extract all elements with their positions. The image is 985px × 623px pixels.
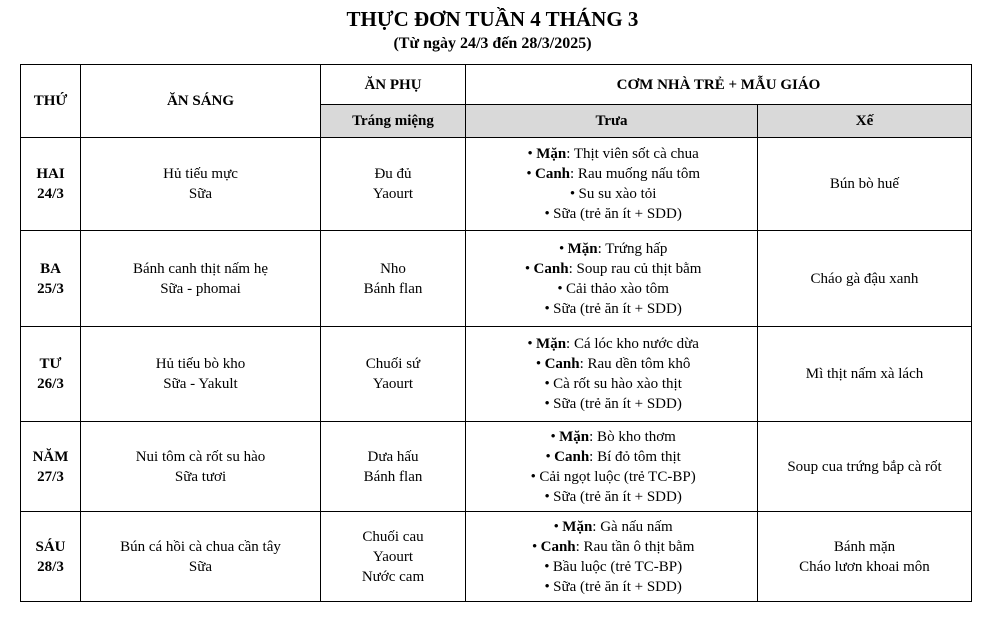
lunch-text: Bầu luộc (trẻ TC-BP) (552, 558, 683, 575)
lunch-text: : Soup rau củ thịt bằm (568, 260, 702, 277)
lunch-text: Sữa (trẻ ăn ít + SDD) (553, 488, 682, 505)
dessert-item: Đu đủ (374, 166, 412, 182)
day-cell (21, 327, 81, 422)
bullet-icon: • (545, 448, 551, 465)
day-name: BA (40, 260, 61, 277)
breakfast-item: Nui tôm cà rốt su hào (135, 448, 266, 465)
bullet-icon: • (569, 186, 576, 202)
dessert-item: Nước cam (361, 568, 425, 585)
dessert-cell (321, 231, 466, 327)
dessert-cell (321, 512, 466, 602)
day-name: TƯ (39, 356, 62, 372)
table-row (21, 138, 972, 231)
day-name: NĂM (32, 448, 69, 465)
header-dessert: Tráng miệng (321, 105, 466, 138)
afternoon-item: Bánh mặn (833, 538, 896, 555)
day-date: 28/3 (37, 558, 64, 575)
lunch-text: : Rau muống nấu tôm (570, 166, 701, 182)
afternoon-item: Cháo lươn khoai môn (799, 558, 930, 575)
dessert-item: Bánh flan (363, 468, 423, 485)
lunch-item (466, 557, 757, 577)
day-date: 24/3 (37, 186, 64, 202)
bullet-icon: • (530, 468, 536, 485)
lunch-label: Canh (533, 260, 569, 277)
breakfast-item: Sữa (188, 186, 213, 202)
bullet-icon: • (544, 300, 550, 317)
afternoon-item: Soup cua trứng bắp cà rốt (787, 458, 942, 475)
lunch-item (466, 279, 757, 299)
dessert-item: Chuối cau (362, 528, 424, 545)
lunch-text: : Trứng hấp (597, 240, 668, 257)
lunch-cell (466, 138, 758, 231)
breakfast-item: Bún cá hồi cà chua cần tây (120, 538, 281, 555)
lunch-text: : Bò kho thơm (589, 428, 676, 445)
lunch-item (466, 144, 757, 164)
menu-date-range: (Từ ngày 24/3 đến 28/3/2025) (393, 35, 592, 52)
bullet-icon: • (526, 166, 532, 182)
bullet-icon: • (550, 428, 556, 445)
day-name: SÁU (35, 538, 66, 555)
bullet-icon: • (553, 518, 559, 535)
lunch-cell (466, 231, 758, 327)
lunch-item (466, 184, 757, 204)
lunch-item (466, 517, 757, 537)
day-date: 27/3 (37, 468, 64, 485)
header-afternoon: Xế (758, 105, 972, 138)
bullet-icon: • (544, 578, 550, 595)
header-breakfast: ĂN SÁNG (81, 65, 321, 138)
table-row (21, 231, 972, 327)
lunch-cell (466, 327, 758, 422)
day-date: 25/3 (37, 280, 64, 297)
lunch-item (466, 537, 757, 557)
menu-title: THỰC ĐƠN TUẦN 4 THÁNG 3 (346, 7, 639, 31)
afternoon-cell (758, 327, 972, 422)
lunch-label: Mặn (536, 146, 567, 162)
dessert-item: Bánh flan (363, 280, 423, 297)
bullet-icon: • (558, 240, 565, 257)
afternoon-item: Bún bò huế (829, 176, 900, 192)
lunch-item (466, 487, 757, 507)
lunch-label: Mặn (536, 336, 567, 352)
header-lunch: Trưa (466, 105, 758, 138)
lunch-item (466, 299, 757, 319)
lunch-text: Cải ngọt luộc (trẻ TC-BP) (539, 468, 696, 485)
lunch-item (466, 354, 757, 374)
lunch-text: : Rau tần ô thịt bằm (575, 538, 695, 555)
lunch-label: Canh (544, 356, 580, 372)
day-date: 26/3 (37, 376, 64, 392)
dessert-cell (321, 422, 466, 512)
bullet-icon: • (535, 356, 542, 372)
breakfast-item: Sữa tươi (174, 468, 227, 485)
bullet-icon: • (527, 146, 533, 162)
afternoon-cell (758, 231, 972, 327)
breakfast-cell (81, 231, 321, 327)
bullet-icon: • (544, 376, 550, 392)
bullet-icon: • (527, 336, 533, 352)
lunch-item (466, 239, 757, 259)
lunch-item (466, 334, 757, 354)
dessert-item: Chuối sứ (365, 356, 421, 372)
lunch-label: Canh (534, 166, 571, 182)
bullet-icon: • (531, 538, 538, 555)
day-cell (21, 231, 81, 327)
lunch-text: : Bí đỏ tôm thịt (589, 448, 681, 465)
breakfast-cell (81, 512, 321, 602)
afternoon-item: Cháo gà đậu xanh (810, 270, 919, 287)
header-day: THỨ (21, 65, 81, 138)
day-name: HAI (36, 166, 65, 182)
table-row (21, 327, 972, 422)
lunch-text: : Cá lóc kho nước dừa (566, 336, 699, 352)
bullet-icon: • (544, 396, 550, 412)
breakfast-item: Hủ tiếu bò kho (155, 356, 246, 372)
day-cell (21, 512, 81, 602)
breakfast-cell (81, 138, 321, 231)
day-cell (21, 422, 81, 512)
breakfast-item: Sữa (188, 558, 213, 575)
dessert-cell (321, 138, 466, 231)
dessert-item: Nho (380, 260, 406, 277)
afternoon-item: Mì thịt nấm xà lách (805, 366, 924, 382)
table-row (21, 512, 972, 602)
afternoon-cell (758, 138, 972, 231)
dessert-item: Yaourt (372, 548, 414, 565)
lunch-text: : Gà nấu nấm (592, 518, 673, 535)
breakfast-cell (81, 327, 321, 422)
lunch-cell (466, 512, 758, 602)
bullet-icon: • (544, 558, 550, 575)
afternoon-cell (758, 512, 972, 602)
lunch-text: Cà rốt su hào xào thịt (553, 376, 682, 392)
lunch-item (466, 427, 757, 447)
lunch-item (466, 374, 757, 394)
lunch-text: Sữa (trẻ ăn ít + SDD) (553, 300, 682, 317)
lunch-item (466, 467, 757, 487)
dessert-cell (321, 327, 466, 422)
dessert-item: Dưa hấu (367, 448, 419, 465)
lunch-text: Cải thảo xào tôm (566, 280, 669, 297)
breakfast-cell (81, 422, 321, 512)
lunch-item (466, 204, 757, 224)
lunch-label: Canh (554, 448, 590, 465)
bullet-icon: • (524, 260, 531, 277)
lunch-text: Su su xào tỏi (578, 186, 657, 202)
afternoon-cell (758, 422, 972, 512)
lunch-text: Sữa (trẻ ăn ít + SDD) (553, 206, 682, 222)
lunch-text: : Rau dền tôm khô (579, 356, 691, 372)
lunch-item (466, 259, 757, 279)
day-cell (21, 138, 81, 231)
lunch-label: Mặn (559, 428, 590, 445)
header-snack: ĂN PHỤ (321, 65, 466, 105)
lunch-item (466, 164, 757, 184)
header-meals: CƠM NHÀ TRẺ + MẪU GIÁO (466, 65, 972, 105)
lunch-text: : Thịt viên sốt cà chua (566, 146, 699, 162)
lunch-label: Canh (540, 538, 576, 555)
lunch-item (466, 394, 757, 414)
bullet-icon: • (544, 206, 550, 222)
lunch-item (466, 447, 757, 467)
lunch-item (466, 577, 757, 597)
lunch-label: Mặn (562, 518, 593, 535)
bullet-icon: • (544, 488, 550, 505)
weekly-menu-table (20, 64, 972, 602)
lunch-cell (466, 422, 758, 512)
lunch-text: Sữa (trẻ ăn ít + SDD) (553, 396, 682, 412)
dessert-item: Yaourt (372, 376, 414, 392)
breakfast-item: Sữa - phomai (160, 280, 241, 297)
breakfast-item: Sữa - Yakult (163, 376, 238, 392)
table-row (21, 422, 972, 512)
breakfast-item: Hủ tiếu mực (163, 166, 238, 182)
dessert-item: Yaourt (372, 186, 414, 202)
bullet-icon: • (557, 280, 563, 297)
lunch-label: Mặn (567, 240, 598, 257)
lunch-text: Sữa (trẻ ăn ít + SDD) (553, 578, 682, 595)
breakfast-item: Bánh canh thịt nấm hẹ (133, 260, 268, 277)
